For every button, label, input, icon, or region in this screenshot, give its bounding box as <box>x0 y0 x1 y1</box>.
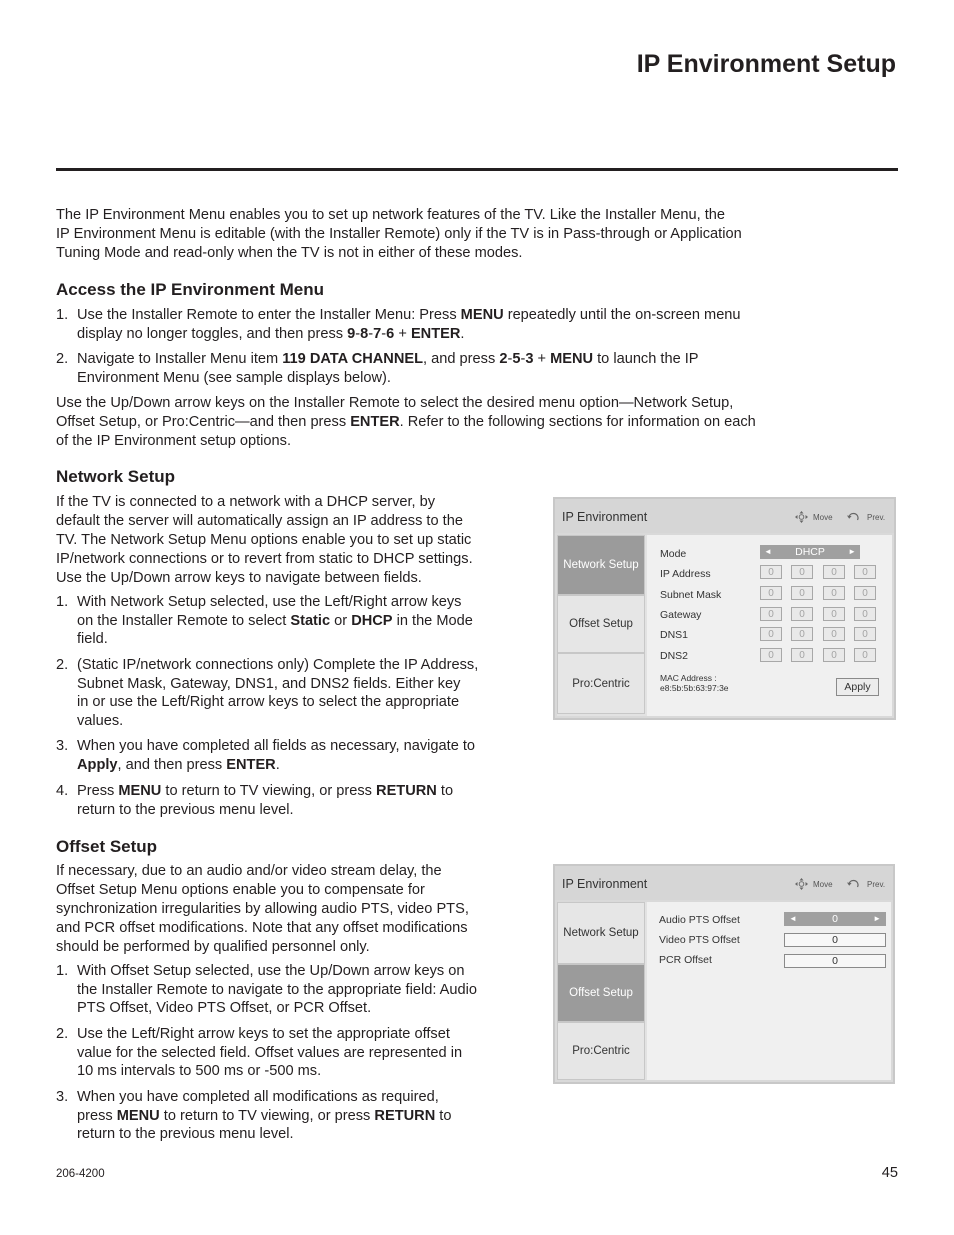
text-run: repeatedly until the on-screen menu <box>503 307 741 323</box>
text-run: return to the previous menu level. <box>77 1126 294 1143</box>
text-run: . <box>275 756 280 773</box>
key-digit: 3 <box>525 351 534 367</box>
text-run: + <box>394 325 411 342</box>
text-run: - <box>520 351 526 367</box>
offset-setup-screen <box>553 864 895 1084</box>
text-run: to launch the IP <box>593 351 699 367</box>
text-run: If necessary, due to an audio and/or video stream delay, the <box>56 863 442 879</box>
offset-step-1 <box>56 962 516 1020</box>
text-run: the Installer Remote to navigate to the appropriate field: Audio <box>77 981 477 998</box>
page-number: 45 <box>881 1165 898 1181</box>
network-step-4 <box>56 782 516 822</box>
intro-paragraph <box>56 206 742 263</box>
screen-header <box>555 499 894 533</box>
text-run: 10 ms intervals to 500 ms or -500 ms. <box>77 1063 322 1080</box>
prev-hint: Prev. <box>867 880 886 889</box>
key-menu: MENU <box>550 351 594 367</box>
key-return: RETURN <box>374 1107 436 1124</box>
option-static: Static <box>290 612 331 629</box>
video-pts-offset-field[interactable]: 0 <box>784 933 886 947</box>
text-run: display no longer toggles, and then press <box>77 325 348 342</box>
step-number: 3. <box>56 1089 69 1105</box>
side-item-label: Offset Setup <box>569 618 633 630</box>
move-icon <box>795 511 808 523</box>
move-hint: Move <box>813 880 833 889</box>
network-heading: Network Setup <box>56 467 176 486</box>
field-label-pcr: PCR Offset <box>659 954 712 966</box>
option-dhcp: DHCP <box>351 612 393 629</box>
dns2-octet-field[interactable]: 0 <box>823 648 845 662</box>
offset-fields-panel <box>647 902 891 1080</box>
text-run: and PCR offset modifications. Note that any offset modifications <box>56 920 468 936</box>
text-run: to return to TV viewing, or press <box>159 1107 375 1124</box>
screen-header <box>555 866 893 900</box>
side-item-procentric[interactable] <box>557 653 645 714</box>
audio-pts-offset-value: 0 <box>832 913 838 925</box>
network-setup-screen <box>553 497 896 720</box>
text-run: synchronization irregularities by allowing audio PTS, video PTS, <box>56 901 469 917</box>
text-run: Press <box>77 783 119 799</box>
text-run: should be performed by qualified personnel only. <box>56 939 370 955</box>
mode-select[interactable] <box>760 545 860 559</box>
gateway-octet-field[interactable]: 0 <box>823 607 845 621</box>
key-menu: MENU <box>116 1107 160 1124</box>
step-number: 1. <box>56 963 69 979</box>
access-paragraph <box>56 394 756 451</box>
text-run: - <box>507 351 513 367</box>
network-fields-panel <box>647 535 892 716</box>
field-label-dns1: DNS1 <box>660 629 689 641</box>
text-run: in the Mode <box>392 612 473 629</box>
access-step-2 <box>56 350 796 390</box>
text-run: . Refer to the following sections for information on each <box>399 414 756 430</box>
text-run: Offset Setup Menu options enable you to compensate for <box>56 882 425 898</box>
text-run: Offset Setup, or Pro:Centric—and then press <box>56 414 351 430</box>
page-title: IP Environment Setup <box>636 50 896 78</box>
text-run: press <box>77 1107 117 1124</box>
offset-heading: Offset Setup <box>56 837 158 856</box>
offset-paragraph <box>56 862 469 957</box>
side-item-network-setup[interactable] <box>557 535 645 595</box>
side-item-label: Network Setup <box>563 559 639 571</box>
step-number: 1. <box>56 594 69 610</box>
network-paragraph <box>56 493 473 588</box>
subnet-octet-field[interactable]: 0 <box>823 586 845 600</box>
ip-octet-field[interactable]: 0 <box>791 565 813 579</box>
text-run: default the server will automatically assign an IP address to the <box>56 513 463 529</box>
text-run: TV. The Network Setup Menu options enable you to set up static <box>56 532 472 548</box>
text-run: Use the Up/Down arrow keys on the Installer Remote to select the desired menu option—Network Setup, <box>56 395 734 411</box>
dns1-octet-field[interactable]: 0 <box>791 627 813 641</box>
access-step-1 <box>56 306 796 346</box>
dns2-octet-field[interactable]: 0 <box>854 648 876 662</box>
step-number: 3. <box>56 738 69 754</box>
side-item-label: Pro:Centric <box>572 1045 630 1057</box>
doc-number: 206-4200 <box>56 1168 105 1180</box>
mac-address-label: MAC Address : <box>660 673 717 683</box>
text-run: values. <box>77 712 124 729</box>
move-icon <box>795 878 808 890</box>
step-number: 2. <box>56 657 69 673</box>
text-run: PTS Offset, Video PTS Offset, or PCR Offset. <box>77 1000 372 1017</box>
title-rule <box>56 168 898 171</box>
step-number: 2. <box>56 1026 69 1042</box>
ip-octet-field[interactable]: 0 <box>760 565 782 579</box>
text-run: - <box>368 325 374 342</box>
ip-octet-field[interactable]: 0 <box>854 565 876 579</box>
move-hint: Move <box>813 513 833 522</box>
text-run: or <box>330 612 352 629</box>
side-item-network-setup[interactable] <box>557 902 645 964</box>
mode-value: DHCP <box>795 546 825 558</box>
step-number: 4. <box>56 783 69 799</box>
screen-body <box>557 902 891 1080</box>
text-run: + <box>533 351 551 367</box>
field-label-mode: Mode <box>660 548 687 560</box>
subnet-octet-field[interactable]: 0 <box>791 586 813 600</box>
field-label-audio-pts: Audio PTS Offset <box>659 914 740 926</box>
dns1-octet-field[interactable]: 0 <box>823 627 845 641</box>
step-number: 2. <box>56 351 69 367</box>
pcr-offset-field[interactable]: 0 <box>784 954 886 968</box>
return-icon <box>847 878 860 890</box>
network-step-1 <box>56 593 516 651</box>
field-label-subnet-mask: Subnet Mask <box>660 589 722 601</box>
text-run: When you have completed all fields as necessary, navigate to <box>77 738 476 754</box>
text-run: Navigate to Installer Menu item <box>77 351 283 367</box>
text-run: to return to TV viewing, or press <box>161 783 377 799</box>
key-menu: MENU <box>460 307 504 323</box>
text-run: . <box>460 325 465 342</box>
key-digit: 8 <box>360 325 369 342</box>
dns1-octet-field[interactable]: 0 <box>854 627 876 641</box>
network-step-3 <box>56 737 516 777</box>
right-arrow-icon: ► <box>873 914 881 923</box>
text-run: Use the Left/Right arrow keys to set the appropriate offset <box>77 1026 450 1042</box>
text-run: - <box>381 325 387 342</box>
text-run: of the IP Environment setup options. <box>56 433 291 449</box>
step-number: 1. <box>56 307 69 323</box>
text-run: to <box>435 1107 452 1124</box>
audio-pts-offset-select[interactable] <box>784 912 886 926</box>
right-arrow-icon: ► <box>848 547 856 556</box>
gateway-octet-field[interactable]: 0 <box>791 607 813 621</box>
text-run: If the TV is connected to a network with a DHCP server, by <box>56 494 436 510</box>
field-label-gateway: Gateway <box>660 609 702 621</box>
text-run: , and press <box>423 351 500 367</box>
text-run: value for the selected field. Offset values are represented in <box>77 1044 463 1061</box>
dns2-octet-field[interactable]: 0 <box>760 648 782 662</box>
text-run: Use the Up/Down arrow keys to navigate between fields. <box>56 570 422 586</box>
access-heading: Access the IP Environment Menu <box>56 280 324 299</box>
key-menu: MENU <box>118 783 162 799</box>
offset-step-2 <box>56 1025 516 1083</box>
text-run: With Network Setup selected, use the Left/Right arrow keys <box>77 594 462 610</box>
text-run: - <box>355 325 361 342</box>
field-label-ip-address: IP Address <box>660 568 711 580</box>
side-item-label: Pro:Centric <box>572 677 630 690</box>
key-enter: ENTER <box>226 756 276 773</box>
subnet-octet-field[interactable]: 0 <box>854 586 876 600</box>
key-enter: ENTER <box>350 414 400 430</box>
screen-title: IP Environment <box>562 510 648 524</box>
side-item-label: Network Setup <box>563 927 639 939</box>
side-item-offset-setup[interactable] <box>557 595 645 653</box>
screen-title: IP Environment <box>562 877 648 891</box>
text-run: Use the Installer Remote to enter the Installer Menu: Press <box>77 307 461 323</box>
offset-step-3 <box>56 1088 516 1146</box>
return-icon <box>847 511 860 523</box>
apply-button[interactable]: Apply <box>836 678 879 696</box>
text-run: IP/network connections or to revert from static to DHCP settings. <box>56 551 473 567</box>
text-run: field. <box>77 631 108 648</box>
key-digit: 2 <box>499 351 508 367</box>
key-digit: 7 <box>373 325 382 342</box>
key-digit: 6 <box>386 325 395 342</box>
mac-address-value: e8:5b:5b:63:97:3e <box>660 683 729 693</box>
text-run: , and then press <box>117 756 227 773</box>
text-run: (Static IP/network connections only) Complete the IP Address, <box>77 657 479 673</box>
key-digit: 9 <box>347 325 356 342</box>
gateway-octet-field[interactable]: 0 <box>760 607 782 621</box>
subnet-octet-field[interactable]: 0 <box>760 586 782 600</box>
text-run: When you have completed all modifications as required, <box>77 1089 439 1105</box>
side-item-offset-setup[interactable] <box>557 964 645 1022</box>
text-run: Subnet Mask, Gateway, DNS1, and DNS2 fields. Either key <box>77 675 461 692</box>
network-step-2 <box>56 656 516 732</box>
side-item-label: Offset Setup <box>569 987 633 999</box>
menu-item-ref: 119 DATA CHANNEL <box>282 351 424 367</box>
intro-line: IP Environment Menu is editable (with the Installer Remote) only if the TV is in Pass-through or Application <box>56 226 742 242</box>
dns2-octet-field[interactable]: 0 <box>791 648 813 662</box>
side-item-procentric[interactable] <box>557 1022 645 1080</box>
ip-octet-field[interactable]: 0 <box>823 565 845 579</box>
prev-hint: Prev. <box>867 513 886 522</box>
text-run: return to the previous menu level. <box>77 801 294 818</box>
key-digit: 5 <box>512 351 521 367</box>
key-return: RETURN <box>376 783 437 799</box>
field-label-dns2: DNS2 <box>660 650 689 662</box>
dns1-octet-field[interactable]: 0 <box>760 627 782 641</box>
field-label-video-pts: Video PTS Offset <box>659 934 740 946</box>
intro-line: Tuning Mode and read-only when the TV is not in either of these modes. <box>56 245 523 261</box>
text-run: Environment Menu (see sample displays below). <box>77 369 391 386</box>
intro-line: The IP Environment Menu enables you to set up network features of the TV. Like the Installer Menu, the <box>56 207 726 223</box>
text-run: With Offset Setup selected, use the Up/Down arrow keys on <box>77 963 465 979</box>
screen-body <box>557 535 892 716</box>
left-arrow-icon: ◄ <box>764 547 772 556</box>
text-run: on the Installer Remote to select <box>77 612 291 629</box>
left-arrow-icon: ◄ <box>789 914 797 923</box>
gateway-octet-field[interactable]: 0 <box>854 607 876 621</box>
key-enter: ENTER <box>410 325 461 342</box>
apply-ref: Apply <box>77 756 118 773</box>
text-run: in or use the Left/Right arrow keys to select the appropriate <box>77 694 460 711</box>
text-run: to <box>436 783 454 799</box>
